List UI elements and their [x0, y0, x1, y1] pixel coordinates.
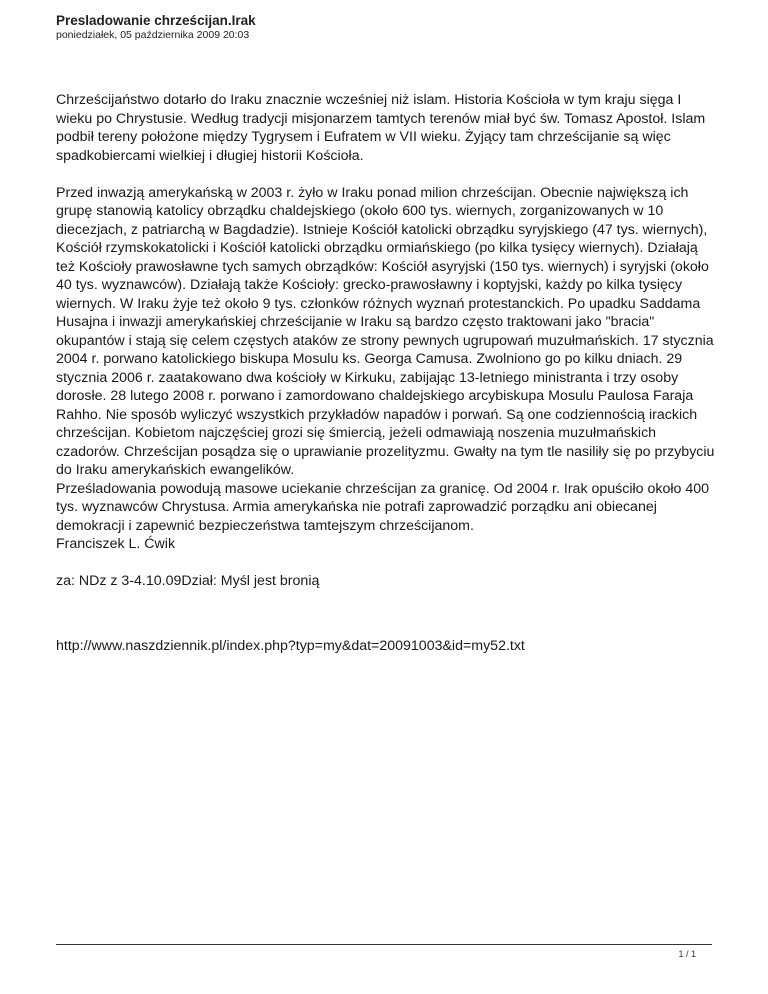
paragraph-spacer	[56, 165, 716, 184]
article-author: Franciszek L. Ćwik	[56, 536, 176, 552]
document-header	[56, 12, 556, 42]
article-url: http://www.naszdziennik.pl/index.php?typ=my&dat=20091003&id=my52.txt	[56, 637, 525, 654]
paragraph-spacer	[56, 591, 716, 637]
article-body	[56, 91, 716, 655]
page-number: 1 / 1	[678, 949, 696, 959]
paragraph-intro: Chrześcijaństwo dotarło do Iraku znacznie wcześniej niż islam. Historia Kościoła w tym kraju sięga I wieku po Chrystusie. Według tradycji misjonarzem tamtych terenów miał być św. Tomasz Apostoł. Islam podbił tereny położone między Tygrysem i Eufratem w VII wieku. Żyjący tam chrześcijanie są więc spadkobiercami wielkiej i długiej historii Kościoła.	[56, 92, 706, 164]
paragraph-history: Przed inwazją amerykańską w 2003 r. żyło w Iraku ponad milion chrześcijan. Obecnie największą ich grupę stanowią katolicy obrządku chaldejskiego (około 600 tys. wiernych, zorganizowanych w 10 diecezjach, z patriarchą w Bagdadzie). Istnieje Kościół katolicki obrządku syryjskiego (47 tys. wiernych), Kościół rzymskokatolicki i Kościół katolicki obrządku ormiańskiego (po kilka tysięcy wiernych). Działają też Kościoły prawosławne tych samych obrządków: Kościół asyryjski (150 tys. wiernych) i syryjski (około 40 tys. wyznawców). Działają także Kościoły: grecko-prawosławny i koptyjski, każdy po kilka tysięcy wiernych. W Iraku żyje też około 9 tys. członków różnych wyznań protestanckich. Po upadku Saddama Husajna i inwazji amerykańskiej chrześcijanie w Iraku są bardzo często traktowani jako "bracia" okupantów i stają się celem częstych ataków ze strony pewnych ugrupowań muzułmańskich. 17 stycznia 2004 r. porwano katolickiego biskupa Mosulu ks. Georga Camusa. Zwolniono go po kilku dniach. 29 stycznia 2006 r. zaatakowano dwa kościoły w Kirkuku, zabijając 13-letniego ministranta i trzy osoby dorosłe. 28 lutego 2008 r. porwano i zamordowano chaldejskiego arcybiskupa Mosulu Paulosa Faraja Rahho. Nie sposób wyliczyć wszystkich przykładów napadów i porwań. Są one codziennością irackich chrześcijan. Kobietom najczęściej grozi się śmiercią, jeżeli odmawiają noszenia muzułmańskich czadorów. Chrześcijan posądza się o uprawianie prozelityzmu. Gwałty na tym tle nasiliły się po przybyciu do Iraku amerykańskich ewangelików.	[56, 184, 715, 478]
document-title: Presladowanie chrześcijan.Irak	[56, 13, 256, 28]
article-source: za: NDz z 3-4.10.09Dział: Myśl jest bronią	[56, 573, 320, 589]
paragraph-spacer	[56, 554, 716, 573]
footer-divider	[56, 944, 712, 945]
paragraph-exodus: Prześladowania powodują masowe uciekanie chrześcijan za granicę. Od 2004 r. Irak opuściło około 400 tys. wyznawców Chrystusa. Armia amerykańska nie potrafi zaprowadzić porządku ani obiecanej demokracji i zapewnić bezpieczeństwa tamtejszym chrześcijanom.	[56, 480, 709, 534]
document-date: poniedziałek, 05 października 2009 20:03	[56, 29, 250, 41]
